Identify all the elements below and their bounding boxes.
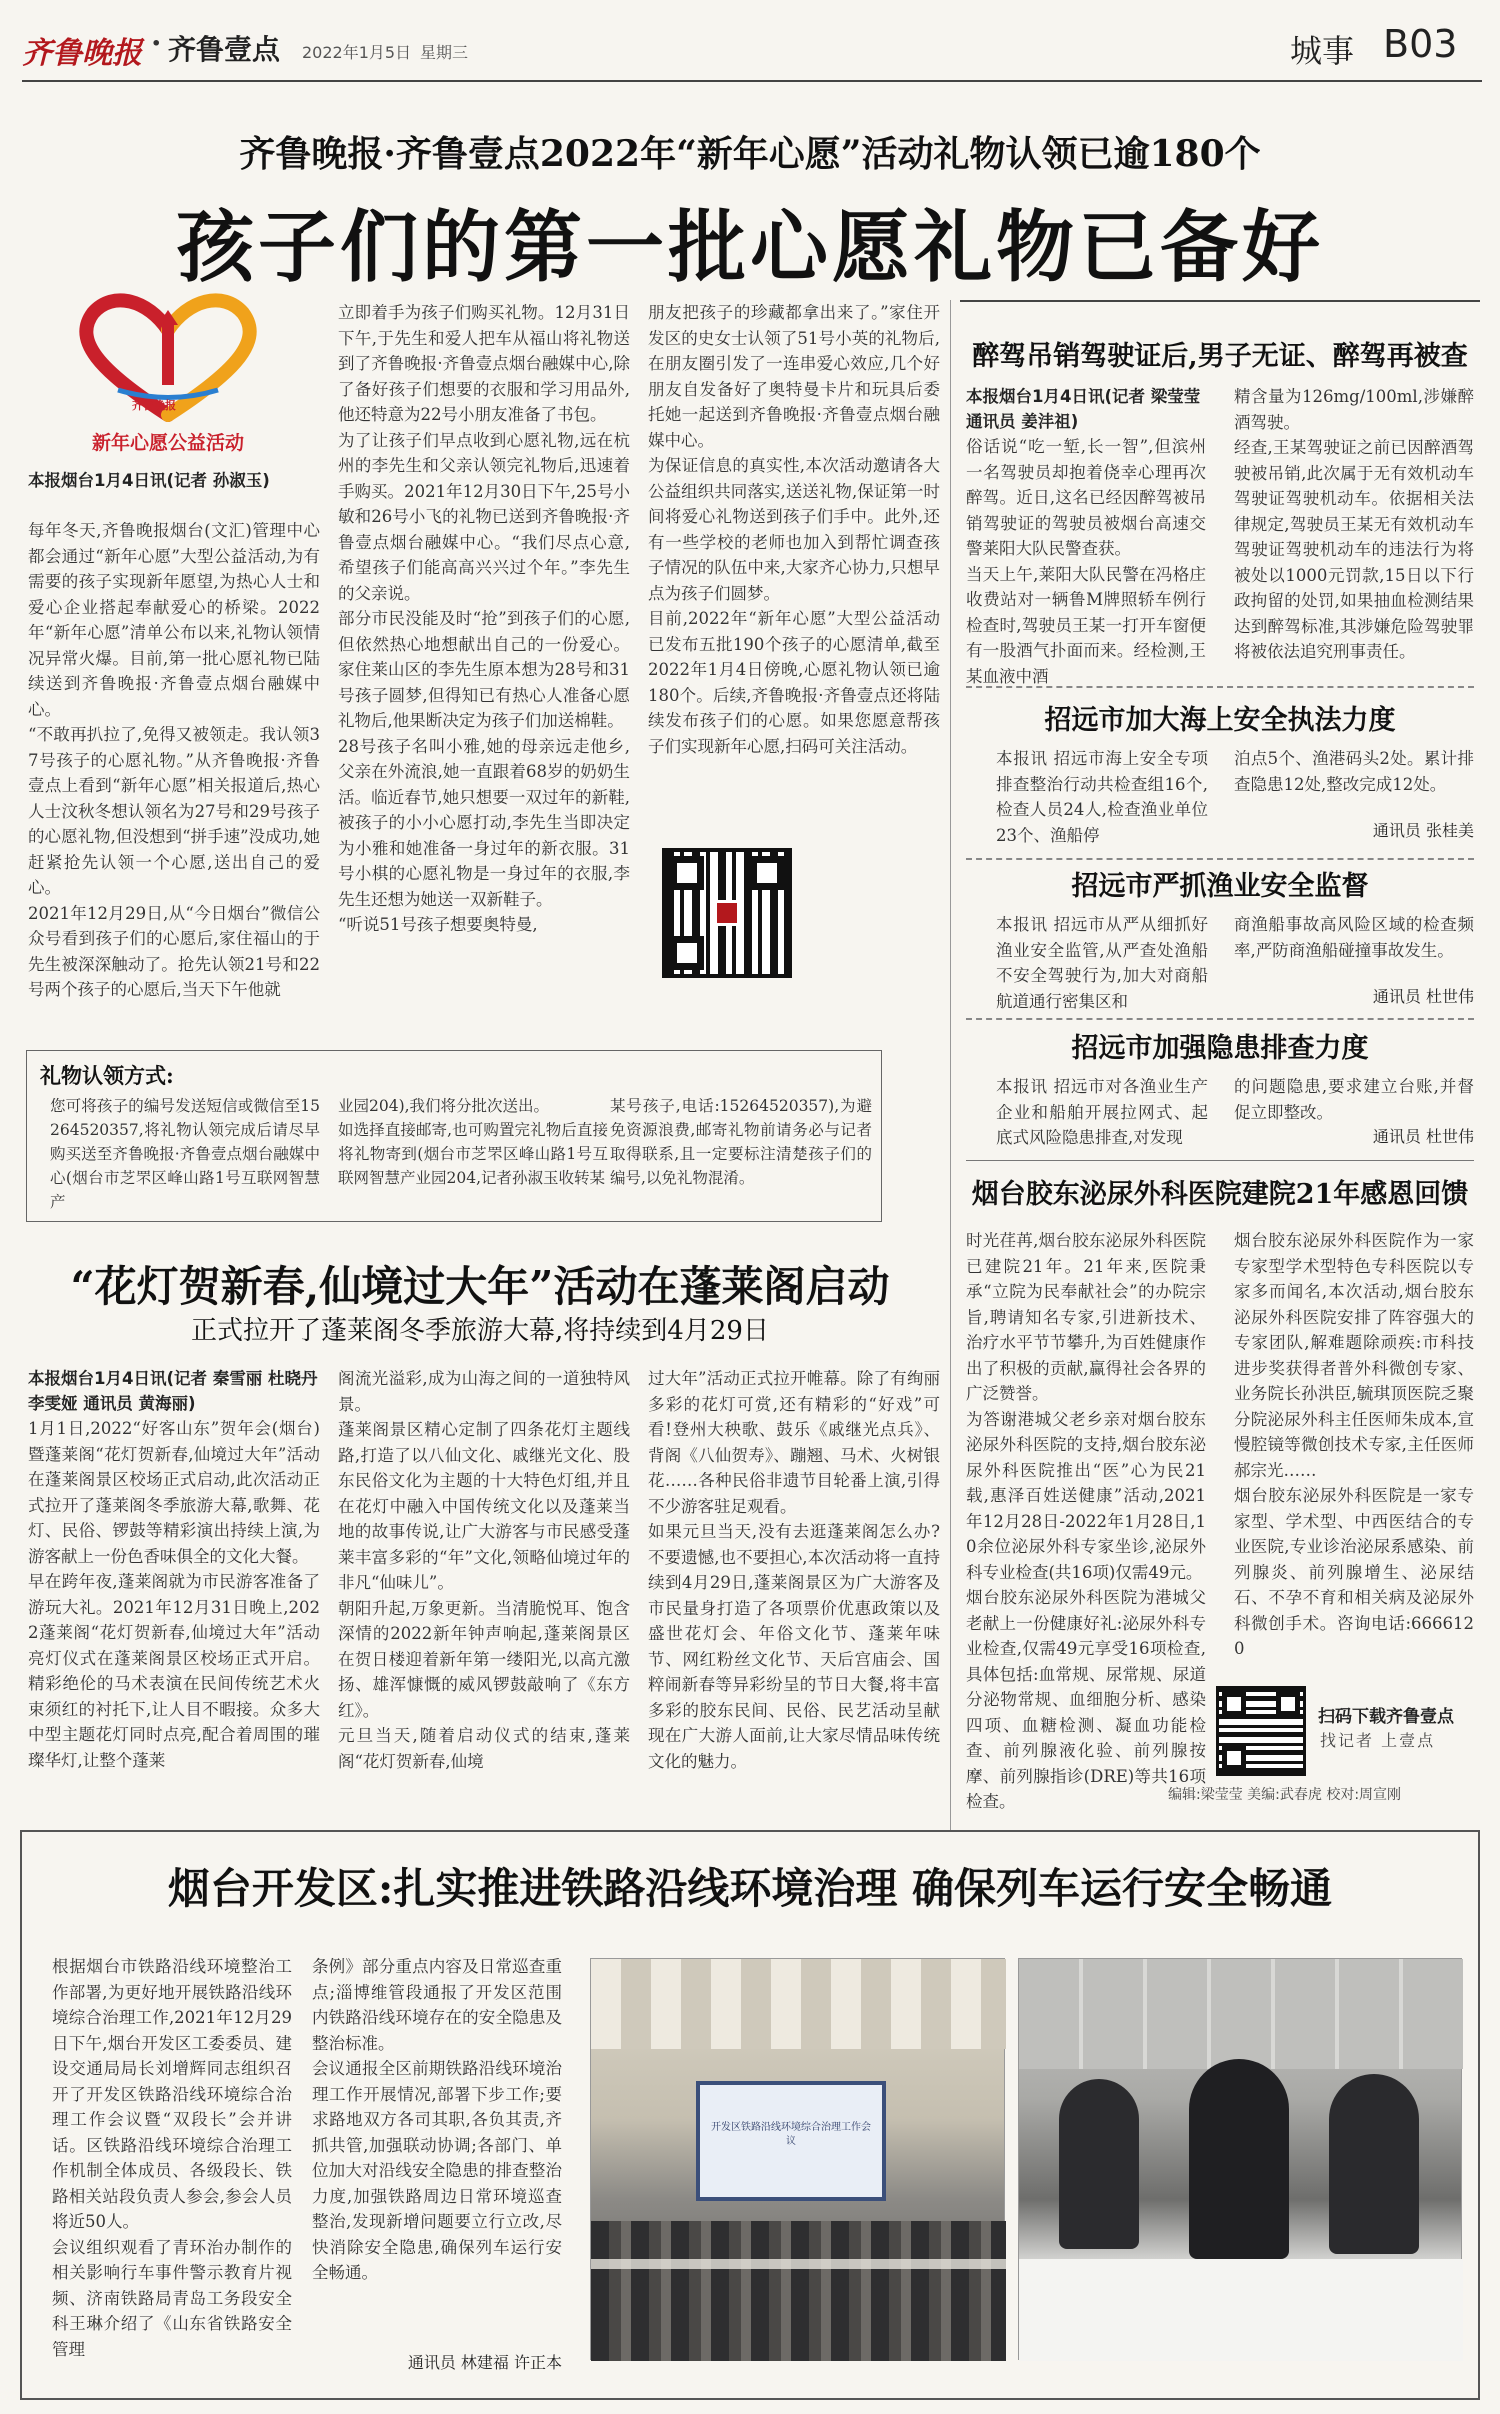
issue-date: 2022年1月5日 — [302, 43, 412, 62]
projection-screen — [696, 2081, 886, 2201]
qr-finder-icon — [670, 936, 704, 970]
brand-logo: 齐鲁壹点 — [168, 33, 281, 66]
hospital-title: 烟台胶东泌尿外科医院建院21年感恩回馈 — [971, 1179, 1469, 1210]
wall-panel — [1019, 1959, 1463, 2069]
lead-col3: 朋友把孩子的珍藏都拿出来了。”家住开发区的史女士认领了51号小英的礼物后,在朋友圈引发了一连串爱心效应,几个好朋友自发备好了奥特曼卡片和玩具后委托她一起送到齐鲁晚报·齐鲁壹点烟台融媒中心。 为保证信息的真实性,本次活动邀请各大公益组织共同落实,送送礼物,保证第一时间将爱心礼物送到孩子们手中。此外,还有一些学校的老师也加入到帮忙调查孩子情况的队伍中来,大家齐心协力,只想早点为孩子们圆梦。 目前,2022年“新年心愿”大型公益活动已发布五批190个孩子的心愿清单,截至2022年1月4日傍晚,心愿礼物认领已逾180个。后续,齐鲁晚报·齐鲁壹点还将陆续发布孩子们的心愿。如果您愿意帮孩子们实现新年心愿,扫码可关注活动。 — [648, 303, 940, 756]
lantern-title: “花灯贺新春,仙境过大年”活动在蓬莱阁启动 — [70, 1262, 890, 1311]
lead-title: 孩子们的第一批心愿礼物已备好 — [175, 202, 1324, 293]
column-divider — [950, 300, 951, 1830]
railway-col2: 条例》部分重点内容及日常巡查重点;淄博维管段通报了开发区范围内铁路沿线环境存在的安全隐患及整治标准。 会议通报全区前期铁路沿线环境治理工作开展情况,部署下步工作;要求路地双方各司其职,各负其责,齐抓共管,加强联动协调;各部门、单位加大对沿线安全隐患的排查整治力度,加强铁路周边日常环境巡查整治,发现新增问题要立行立改,尽快消除安全隐患,确保列车运行安全畅通。 — [312, 1957, 562, 2282]
paper-logo: 齐鲁晚报 — [22, 36, 142, 71]
sea-col1: 本报讯 招远市海上安全专项排查整治行动共检查组16个,检查人员24人,检查渔业单位23个、渔船停 — [996, 749, 1208, 845]
hospital-col1: 时光荏苒,烟台胶东泌尿外科医院已建院21年。21年来,医院秉承“立院为民奉献社会”的办院宗旨,聘请知名专家,引进新技术、治疗水平节节攀升,为百姓健康作出了积极的贡献,赢得社会各界的广泛赞誉。 为答谢港城父老乡亲对烟台胶东泌尿外科医院的支持,烟台胶东泌尿外科医院推出“医”心为民21载,惠泽百姓送健康”活动,2021年12月28日-2022年1月28日,10余位泌尿外科专家坐诊,泌尿外科专业检查(共16项)仅需49元。 烟台胶东泌尿外科医院为港城父老献上一份健康好礼:泌尿外科专业检查,仅需49元享受16项检查,具体包括:血常规、尿常规、尿道分泌物常规、血细胞分析、感染四项、血糖检测、凝血功能检查、前列腺液化验、前列腺按摩、前列腺指诊(DRE)等共16项检查。 — [966, 1231, 1206, 1811]
lantern-byline: 本报烟台1月4日讯(记者 秦雪丽 杜晓丹 李雯娅 通讯员 黄海丽) — [28, 1369, 318, 1413]
railway-title: 烟台开发区:扎实推进铁路沿线环境治理 确保列车运行安全畅通 — [167, 1864, 1333, 1913]
qr-finder-icon — [670, 856, 704, 890]
hospital-qr-label: 扫码下载齐鲁壹点 — [1318, 1707, 1454, 1727]
person-figure — [1059, 2079, 1139, 2249]
qr-finder-icon — [1222, 1692, 1246, 1716]
fish-col1: 本报讯 招远市从严从细抓好渔业安全监管,从严查处渔船不安全驾驶行为,加大对商船航道通行密集区和 — [996, 915, 1208, 1011]
fish-col2: 商渔船事故高风险区域的检查频率,严防商渔船碰撞事故发生。 — [1234, 915, 1474, 960]
story-divider — [966, 858, 1474, 860]
railway-col1: 根据烟台市铁路沿线环境整治工作部署,为更好地开展铁路沿线环境综合治理工作,2021年12月29日下午,烟台开发区工委委员、建设交通局局长刘增辉同志组织召开了开发区铁路沿线环境综合治理工作会议暨“双段长”会并讲话。区铁路沿线环境综合治理工作机制全体成员、各级段长、铁路相关站段负责人参会,参会人员将近50人。 会议组织观看了青环治办制作的相关影响行车事件警示教育片视频、济南铁路局青岛工务段安全科王琳介绍了《山东省铁路安全管理 — [52, 1957, 292, 2359]
editor-credits: 编辑:梁莹莹 美编:武春虎 校对:周宣刚 — [1168, 1787, 1402, 1803]
lantern-col3: 过大年”活动正式拉开帷幕。除了有绚丽多彩的花灯可赏,还有精彩的“好戏”可看!登州大秧歌、鼓乐《戚继光点兵》、背阁《八仙贺寿》、蹦翘、马术、火树银花……各种民俗非遗节目轮番上演,引得不少游客驻足观看。 如果元旦当天,没有去逛蓬莱阁怎么办?不要遗憾,也不要担心,本次活动将一直持续到4月29日,蓬莱阁景区为广大游客及市民量身打造了各项票价优惠政策以及盛世花灯会、年俗文化节、蓬莱年味节、网红粉丝文化节、天后宫庙会、国粹闹新春等异彩纷呈的节日大餐,将丰富多彩的胶东民间、民俗、民艺活动呈献现在广大游人面前,让大家尽情品味传统文化的魅力。 — [648, 1369, 940, 1771]
drunk-byline: 本报烟台1月4日讯(记者 梁莹莹 通讯员 姜沣祖) — [966, 387, 1201, 431]
hazard-col1: 本报讯 招远市对各渔业生产企业和船舶开展拉网式、起底式风险隐患排查,对发现 — [996, 1077, 1208, 1147]
hazard-title: 招远市加强隐患排查力度 — [1071, 1033, 1369, 1064]
wish-logo — [58, 285, 278, 460]
hospital-col2: 烟台胶东泌尿外科医院作为一家专家型学术型特色专科医院以专家多而闻名,本次活动,烟台胶东泌尿外科医院安排了阵容强大的专家团队,解难题除顽疾:市科技进步奖获得者普外科微创专家、业务院长孙洪臣,毓琪顶医院乏聚分院泌尿外科主任医师朱成本,宣慢腔镜等微创技术专家,主任医师郝宗光…… 烟台胶东泌尿外科医院是一家专家型、学术型、中西医结合的专业医院,专业诊治泌尿系感染、前列腺炎、前列腺增生、泌尿结石、不孕不育和相关病及泌尿外科微创手术。咨询电话:6666120 — [1234, 1231, 1474, 1658]
qr-finder-icon — [1276, 1692, 1300, 1716]
drunk-col2: 精含量为126mg/100ml,涉嫌醉酒驾驶。 经查,王某驾驶证之前已因醉酒驾驶被吊销,此次属于无有效机动车驾驶证驾驶机动车。依据相关法律规定,驾驶员王某无有效机动车驾驶证驾驶机动车的违法行为将被处以1000元罚款,15日以下行政拘留的处罚,如果抽血检测结果达到醉驾标准,其涉嫌危险驾驶罪将被依法追究刑事责任。 — [1234, 387, 1474, 661]
qr-center-logo — [714, 900, 740, 926]
claim-col2: 业园204),我们将分批次送出。 如选择直接邮寄,也可购置完礼物后直接将礼物寄到(烟台市芝罘区峰山路1号互联网智慧产业园204,记者孙淑玉收转某 — [338, 1097, 608, 1187]
hospital-qr-sub: 找记者 上壹点 — [1320, 1731, 1436, 1750]
logo-separator: · — [151, 26, 162, 61]
hazard-col2: 的问题隐患,要求建立台账,并督促立即整改。 — [1234, 1077, 1474, 1122]
masthead-rule — [22, 80, 1482, 82]
screen-text: 开发区铁路沿线环境综合治理工作会议 — [711, 2122, 871, 2147]
claim-col3: 某号孩子,电话:15264520357),为避免资源浪费,邮寄礼物前请务必与记者取得联系,且一定要标注清楚孩子们的编号,以免礼物混淆。 — [610, 1097, 872, 1187]
issue-weekday: 星期三 — [420, 43, 469, 62]
hazard-credit: 通讯员 杜世伟 — [1372, 1127, 1474, 1146]
meeting-hall-photo — [590, 1958, 1005, 2360]
audience-rows — [591, 2221, 1006, 2361]
railway-credit: 通讯员 林建福 许正本 — [407, 2353, 562, 2372]
logo-caption: 新年心愿公益活动 — [91, 432, 244, 454]
person-figure — [1189, 2059, 1289, 2259]
masthead — [0, 0, 1500, 86]
lead-col2: 立即着手为孩子们购买礼物。12月31日下午,于先生和爱人把车从福山将礼物送到了齐鲁晚报·齐鲁壹点烟台融媒中心,除了备好孩子们想要的衣服和学习用品外,他还特意为22号小朋友准备了书包。 为了让孩子们早点收到心愿礼物,远在杭州的李先生和父亲认领完礼物后,迅速着手购买。2021年12月30日下午,25号小敏和26号小飞的礼物已送到齐鲁晚报·齐鲁壹点烟台融媒中心。“我们尽点心意,希望孩子们能高高兴兴过个年。”李先生的父亲说。 部分市民没能及时“抢”到孩子们的心愿,但依然热心地想献出自己的一份爱心。家住莱山区的李先生原本想为28号和31号孩子圆梦,但得知已有热心人准备心愿礼物后,他果断决定为孩子们加送棉鞋。 28号孩子名叫小雅,她的母亲远走他乡,父亲在外流浪,她一直跟着68岁的奶奶生活。临近春节,她只想要一双过年的新鞋,被孩子的小小心愿打动,李先生当即决定为小雅和她准备一身过年的新衣服。31号小棋的心愿礼物是一身过年的衣服,李先生还想为她送一双新鞋子。 “听说51号孩子想要奥特曼, — [338, 303, 630, 934]
person-figure — [1329, 2074, 1419, 2254]
lead-kicker: 齐鲁晚报·齐鲁壹点2022年“新年心愿”活动礼物认领已逾180个 — [239, 133, 1261, 175]
table-row-icon — [591, 2259, 1006, 2269]
meeting-table — [1019, 2259, 1463, 2361]
story-divider — [966, 686, 1474, 688]
hospital-qr-code[interactable] — [1216, 1686, 1306, 1776]
lantern-subtitle: 正式拉开了蓬莱阁冬季旅游大幕,将持续到4月29日 — [191, 1316, 769, 1346]
story-divider — [966, 1160, 1474, 1161]
lantern-col1: 1月1日,2022“好客山东”贺年会(烟台)暨蓬莱阁“花灯贺新春,仙境过大年”活动在蓬莱阁景区校场正式启动,此次活动正式拉开了蓬莱阁冬季旅游大幕,歌舞、花灯、民俗、锣鼓等精彩演出持续上演,为游客献上一份色香味俱全的文化大餐。 早在跨年夜,蓬莱阁就为市民游客准备了游玩大礼。2021年12月31日晚上,2022蓬莱阁“花灯贺新春,仙境过大年”活动亮灯仪式在蓬莱阁景区校场正式开启。精彩绝伦的马术表演在民间传统艺术火束须红的衬托下,让人目不暇接。众多大中型主题花灯同时点亮,配合着周围的璀璨华灯,让整个蓬莱 — [28, 1419, 320, 1770]
lantern-col2: 阁流光溢彩,成为山海之间的一道独特风景。 蓬莱阁景区精心定制了四条花灯主题线路,打造了以八仙文化、戚继光文化、股东民俗文化为主题的十大特色灯组,并且在花灯中融入中国传统文化以及蓬莱当地的故事传说,让广大游客与市民感受蓬莱丰富多彩的“年”文化,领略仙境过年的非凡“仙味儿”。 朝阳升起,万象更新。当清脆悦耳、饱含深情的2022新年钟声响起,蓬莱阁景区在贺日楼迎着新年第一缕阳光,以高亢激扬、雄浑慷慨的威风锣鼓敲响了《东方红》。 元旦当天,随着启动仪式的结束,蓬莱阁“花灯贺新春,仙境 — [338, 1369, 630, 1771]
claim-col1: 您可将孩子的编号发送短信或微信至15264520357,将礼物认领完成后请尽早购买送至齐鲁晚报·齐鲁壹点烟台融媒中心(烟台市芝罘区峰山路1号互联网智慧产 — [50, 1097, 320, 1211]
fish-credit: 通讯员 杜世伟 — [1372, 987, 1474, 1006]
qr-finder-icon — [750, 856, 784, 890]
claim-heading: 礼物认领方式: — [40, 1063, 174, 1088]
fish-title: 招远市严抓渔业安全监督 — [1071, 871, 1369, 902]
logo-small-text: 齐鲁晚报 — [132, 399, 176, 412]
right-top-rule — [960, 300, 1480, 302]
officials-meeting-photo — [1018, 1958, 1462, 2360]
lead-byline: 本报烟台1月4日讯(记者 孙淑玉) — [28, 471, 270, 490]
ceiling-lights — [591, 1959, 1006, 2049]
drunk-title: 醉驾吊销驾驶证后,男子无证、醉驾再被查 — [972, 341, 1468, 372]
sea-credit: 通讯员 张桂美 — [1372, 821, 1474, 840]
drunk-col1: 俗话说“吃一堑,长一智”,但滨州一名驾驶员却抱着侥幸心理再次醉驾。近日,这名已经因醉驾被吊销驾驶证的驾驶员被烟台高速交警莱阳大队民警查获。 当天上午,莱阳大队民警在冯格庄收费站对一辆鲁M牌照轿车例行检查时,驾驶员王某一打开车窗便有一股酒气扑面而来。经检测,王某血液中酒 — [966, 437, 1206, 686]
lead-col1: 每年冬天,齐鲁晚报烟台(文汇)管理中心都会通过“新年心愿”大型公益活动,为有需要的孩子实现新年愿望,为热心人士和爱心企业搭起奉献爱心的桥梁。2022年“新年心愿”清单公布以来,礼物认领情况异常火爆。目前,第一批心愿礼物已陆续送到齐鲁晚报·齐鲁壹点烟台融媒中心。 “不敢再扒拉了,免得又被领走。我认领37号孩子的心愿礼物。”从齐鲁晚报·齐鲁壹点上看到“新年心愿”相关报道后,热心人士汶秋冬想认领名为27号和29号孩子的心愿礼物,但没想到“拼手速”没成功,她赶紧抢先认领一个心愿,送出自己的爱心。 2021年12月29日,从“今日烟台”微信公众号看到孩子们的心愿后,家住福山的于先生被深深触动了。抢先认领21号和22号两个孩子的心愿后,当天下午他就 — [28, 521, 320, 999]
section-name: 城事 — [1290, 32, 1355, 70]
lead-qr-code[interactable] — [662, 848, 792, 978]
qr-finder-icon — [1222, 1746, 1246, 1770]
story-divider — [966, 1018, 1474, 1020]
sea-col2: 泊点5个、渔港码头2处。累计排查隐患12处,整改完成12处。 — [1234, 749, 1474, 794]
sea-title: 招远市加大海上安全执法力度 — [1044, 705, 1396, 736]
page-number: B03 — [1383, 22, 1458, 66]
